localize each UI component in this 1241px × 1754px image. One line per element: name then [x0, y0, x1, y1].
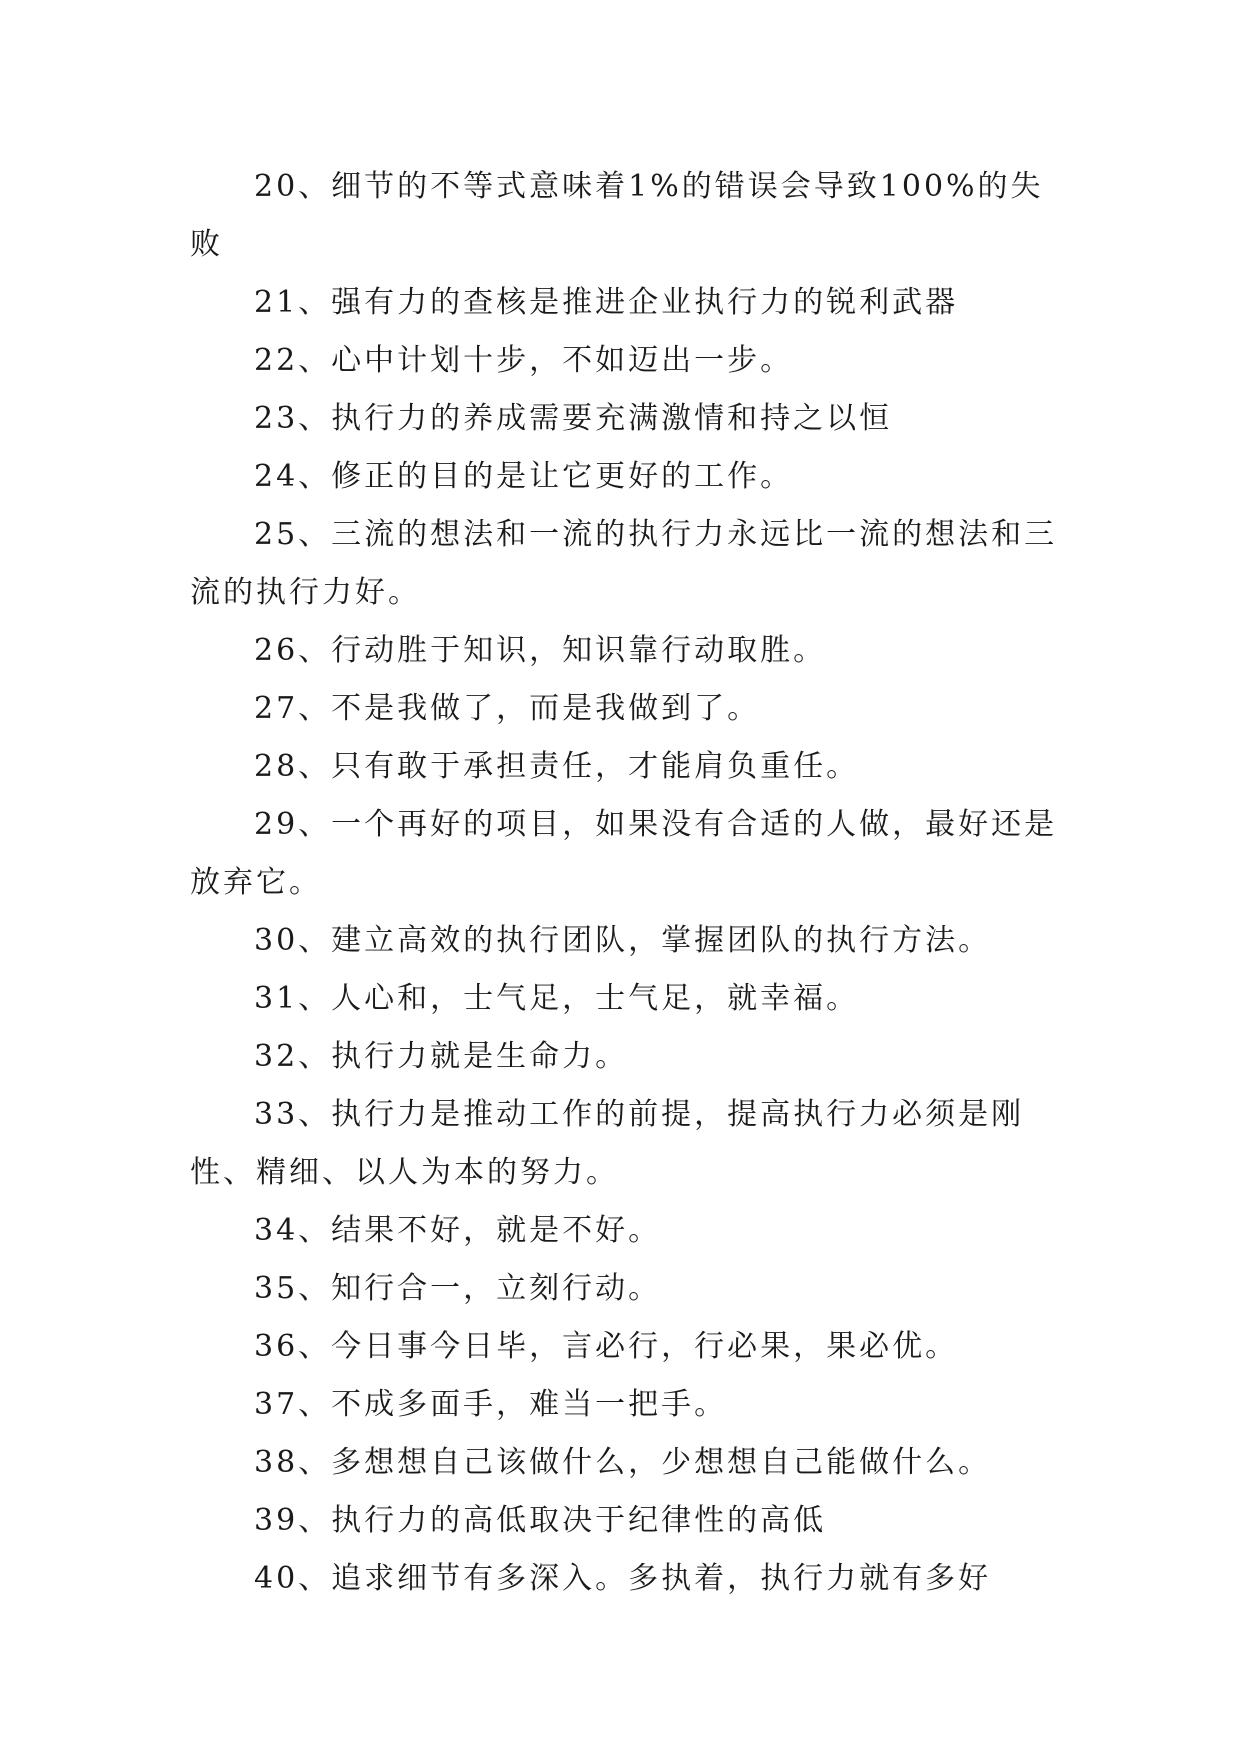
- document-body: [190, 158, 1060, 1608]
- paragraph-35: 35、知行合一，立刻行动。: [254, 1271, 662, 1306]
- paragraph-29: 29、一个再好的项目，如果没有合适的人做，最好还是放弃它。: [190, 807, 1058, 900]
- paragraph-21: 21、强有力的查核是推进企业执行力的锐利武器: [254, 285, 959, 320]
- paragraph-25: 25、三流的想法和一流的执行力永远比一流的想法和三流的执行力好。: [190, 517, 1058, 610]
- paragraph-37: 37、不成多面手，难当一把手。: [254, 1387, 728, 1422]
- paragraph-32: 32、执行力就是生命力。: [254, 1039, 629, 1074]
- paragraph-39: 39、执行力的高低取决于纪律性的高低: [254, 1503, 827, 1538]
- paragraph-31: 31、人心和，士气足，士气足，就幸福。: [254, 981, 860, 1016]
- paragraph-30: 30、建立高效的执行团队，掌握团队的执行方法。: [254, 923, 992, 958]
- paragraph-24: 24、修正的目的是让它更好的工作。: [254, 459, 794, 494]
- paragraph-36: 36、今日事今日毕，言必行，行必果，果必优。: [254, 1329, 959, 1364]
- paragraph-23: 23、执行力的养成需要充满激情和持之以恒: [254, 401, 893, 436]
- paragraph-34: 34、结果不好，就是不好。: [254, 1213, 662, 1248]
- paragraph-22: 22、心中计划十步，不如迈出一步。: [254, 343, 794, 378]
- paragraph-20: 20、细节的不等式意味着1%的错误会导致100%的失败: [190, 169, 1044, 262]
- paragraph-33: 33、执行力是推动工作的前提，提高执行力必须是刚性、精细、以人为本的努力。: [190, 1097, 1025, 1190]
- paragraph-38: 38、多想想自己该做什么，少想想自己能做什么。: [254, 1445, 992, 1480]
- paragraph-26: 26、行动胜于知识，知识靠行动取胜。: [254, 633, 827, 668]
- paragraph-27: 27、不是我做了，而是我做到了。: [254, 691, 761, 726]
- paragraph-28: 28、只有敢于承担责任，才能肩负重任。: [254, 749, 860, 784]
- paragraph-40: 40、追求细节有多深入。多执着，执行力就有多好: [254, 1561, 992, 1596]
